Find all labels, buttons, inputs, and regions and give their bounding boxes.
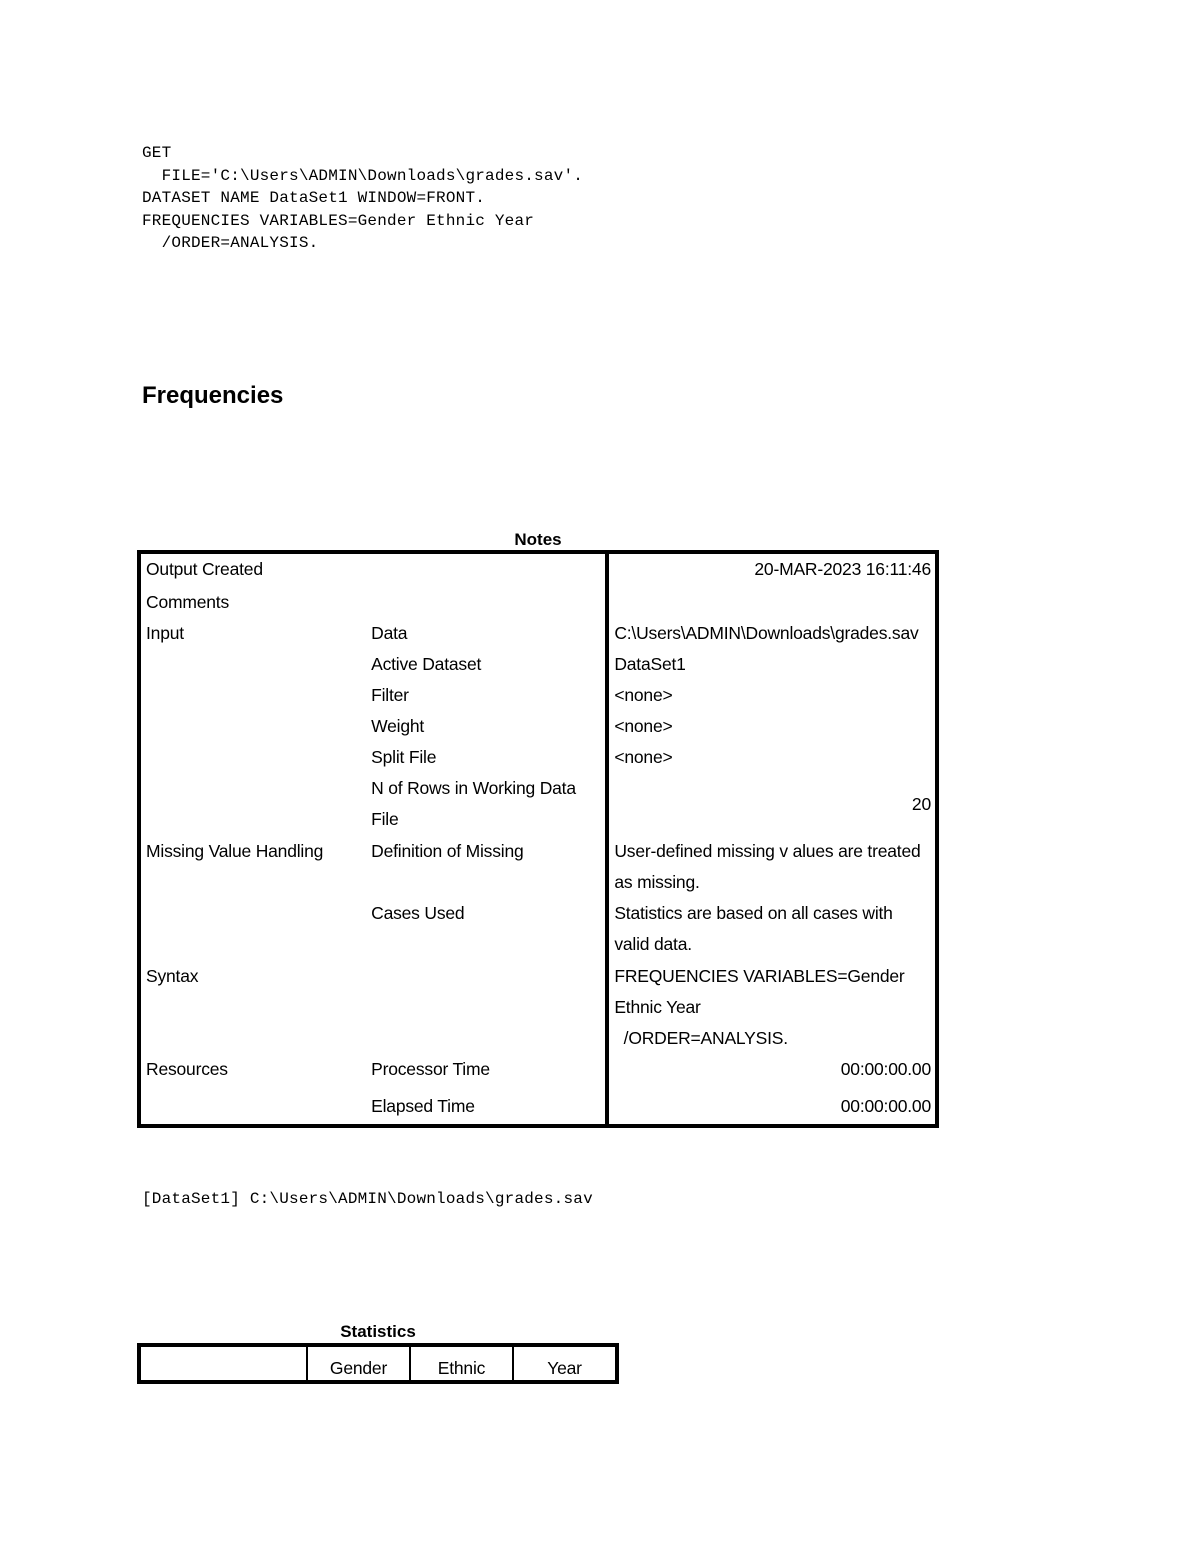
notes-row-label: Resources: [146, 1059, 228, 1079]
notes-row-definition-missing: [139, 836, 937, 898]
notes-value-output-created: 20-MAR-2023 16:11:46: [607, 552, 937, 587]
notes-row-sublabel: Data: [371, 623, 408, 643]
notes-value-active-dataset: DataSet1: [607, 649, 937, 680]
notes-row-active-dataset: [139, 649, 937, 680]
syntax-line: GET: [142, 144, 172, 162]
notes-row-cases-used: [139, 898, 937, 961]
syntax-line: FREQUENCIES VARIABLES=Gender Ethnic Year: [142, 211, 535, 230]
notes-row-sublabel: Processor Time: [371, 1059, 490, 1079]
notes-value-line: Ethnic Year: [614, 997, 701, 1017]
notes-row-split-file: [139, 742, 937, 773]
notes-row-label: Syntax: [146, 966, 199, 986]
notes-row-sublabel: Weight: [371, 716, 425, 736]
notes-value-cases-used: [607, 898, 937, 961]
syntax-line: FILE='C:\Users\ADMIN\Downloads\grades.sav'.: [142, 166, 584, 185]
notes-row-filter: [139, 680, 937, 711]
notes-value-line: FREQUENCIES VARIABLES=Gender: [614, 966, 905, 986]
notes-row-sublabel: Split File: [371, 747, 437, 767]
section-title: Frequencies: [142, 382, 284, 409]
notes-table: [137, 550, 939, 1128]
notes-sublabel-line: File: [371, 809, 399, 829]
notes-row-output-created: [139, 552, 937, 587]
notes-row-comments: [139, 587, 937, 618]
statistics-column-header: Ethnic: [410, 1345, 513, 1382]
notes-row-sublabel: Active Dataset: [371, 654, 482, 674]
syntax-block: [142, 142, 583, 255]
notes-row-syntax: [139, 961, 937, 1054]
notes-value-n-rows: 20: [607, 773, 937, 836]
statistics-table: [137, 1343, 619, 1384]
notes-row-label: Missing Value Handling: [146, 841, 324, 861]
notes-value-line: as missing.: [614, 872, 700, 892]
notes-value-processor-time: 00:00:00.00: [607, 1054, 937, 1085]
notes-row-sublabel: Definition of Missing: [371, 841, 524, 861]
notes-value-line: valid data.: [614, 934, 692, 954]
statistics-header-row: [139, 1345, 617, 1382]
statistics-column-header: Gender: [307, 1345, 410, 1382]
notes-value-line: /ORDER=ANALYSIS.: [614, 1028, 788, 1048]
notes-row-weight: [139, 711, 937, 742]
notes-row-label: Comments: [146, 592, 230, 612]
statistics-corner-cell: [139, 1345, 307, 1382]
notes-row-sublabel: [366, 773, 607, 836]
notes-row-sublabel: Cases Used: [371, 903, 465, 923]
notes-row-label: Input: [146, 623, 184, 643]
notes-sublabel-line: N of Rows in Working Data: [371, 778, 576, 798]
notes-value-syntax: [607, 961, 937, 1054]
notes-table-title: Notes: [514, 530, 562, 549]
notes-value-data: C:\Users\ADMIN\Downloads\grades.sav: [607, 618, 937, 649]
notes-value-line: Statistics are based on all cases with: [614, 903, 893, 923]
notes-value-filter: <none>: [607, 680, 937, 711]
statistics-table-title: Statistics: [340, 1322, 416, 1341]
notes-row-input-data: [139, 618, 937, 649]
dataset-line: [DataSet1] C:\Users\ADMIN\Downloads\grades.sav: [142, 1190, 593, 1208]
notes-value-elapsed-time: 00:00:00.00: [607, 1085, 937, 1126]
notes-row-sublabel: Filter: [371, 685, 409, 705]
notes-row-label: Output Created: [146, 559, 263, 579]
notes-row-processor-time: [139, 1054, 937, 1085]
notes-row-n-rows: [139, 773, 937, 836]
notes-value-line: User-defined missing v alues are treated: [614, 841, 921, 861]
syntax-line: /ORDER=ANALYSIS.: [142, 234, 319, 252]
syntax-line: DATASET NAME DataSet1 WINDOW=FRONT.: [142, 189, 486, 207]
statistics-column-header: Year: [513, 1345, 617, 1382]
notes-row-sublabel: Elapsed Time: [371, 1096, 475, 1116]
notes-value-definition-missing: [607, 836, 937, 898]
notes-value-split-file: <none>: [607, 742, 937, 773]
notes-value-weight: <none>: [607, 711, 937, 742]
notes-row-elapsed-time: [139, 1085, 937, 1126]
